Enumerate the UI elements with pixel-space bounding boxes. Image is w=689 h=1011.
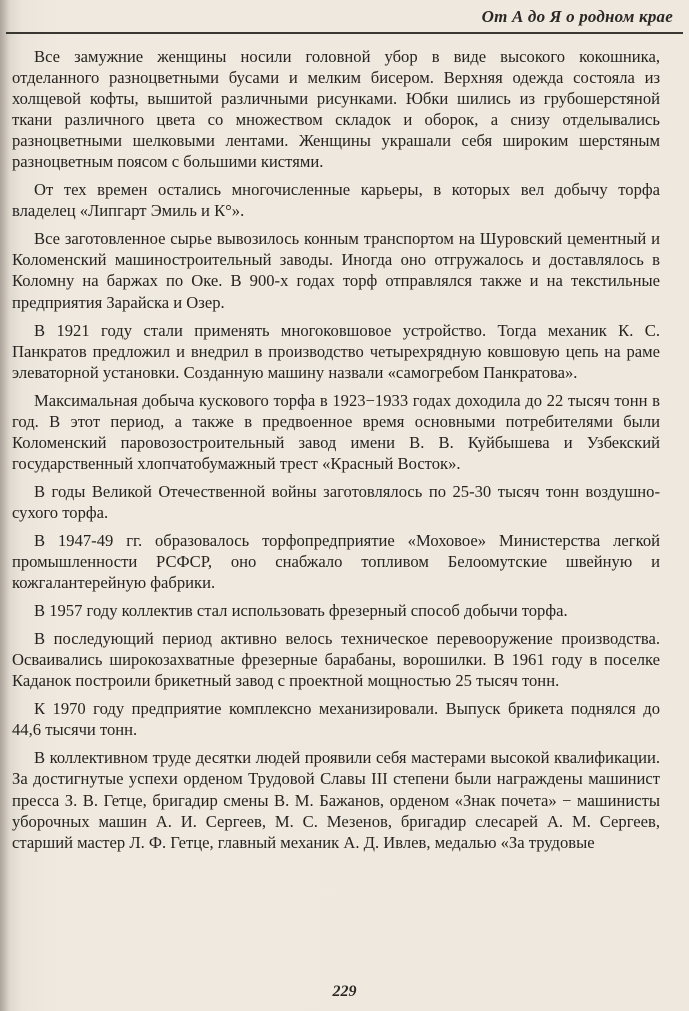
running-head-title: От А до Я о родном крае [481, 7, 673, 26]
body-text [12, 46, 660, 860]
page-number: 229 [332, 983, 357, 1000]
paragraph: В последующий период активно велось техническое перевооружение производства. Осваивались широкозахватные фрезерные барабаны, ворошилки. В 1961 году в поселке Каданок построили брикетный завод с проектной мощностью 25 тысяч тонн. [12, 629, 660, 691]
paragraph: Максимальная добыча кускового торфа в 1923−1933 годах доходила до 22 тысяч тонн в год. В этот период, а также в предвоенное время основными потребителями были Коломенский паровозостроительный завод имени В. В. Куйбышева и Узбекский государственный хлопчатобумажный трест «Красный Восток». [12, 390, 660, 473]
paragraph: В годы Великой Отечественной войны заготовлялось по 25-30 тысяч тонн воздушно-сухого торфа. [12, 481, 660, 522]
paragraph: В 1921 году стали применять многоковшовое устройство. Тогда механик К. С. Панкратов предложил и внедрил в производство четырехрядную ковшовую цепь на раме элеваторной установки. Созданную машину назвали «самогребом Панкратова». [12, 320, 660, 382]
paragraph: В коллективном труде десятки людей проявили себя мастерами высокой квалификации. За достигнутые успехи орденом Трудовой Славы III степени были награждены машинист пресса З. В. Гетце, бригадир смены В. М. Бажанов, орденом «Знак почета» − машинисты уборочных машин А. И. Сергеев, М. С. Мезенов, бригадир слесарей А. М. Сергеев, старший мастер Л. Ф. Гетце, главный механик А. Д. Ивлев, медалью «За трудовые [12, 748, 660, 852]
paragraph: В 1957 году коллектив стал использовать фрезерный способ добычи торфа. [34, 601, 568, 621]
paragraph: Все заготовленное сырье вывозилось конным транспортом на Шуровский цементный и Коломенский машиностроительный заводы. Иногда оно отгружалось и доставлялось в Коломну на баржах по Оке. В 900-х годах торф отправлялся также и на текстильные предприятия Зарайска и Озер. [12, 229, 660, 312]
paragraph: К 1970 году предприятие комплексно механизировали. Выпуск брикета поднялся до 44,6 тысячи тонн. [12, 699, 660, 740]
paragraph: Все замужние женщины носили головной убор в виде высокого кокошника, отделанного разноцветными бусами и мелким бисером. Верхняя одежда состояла из холщевой кофты, вышитой различными рисунками. Юбки шились из грубошерстяной ткани различного цвета со множеством складок и оборок, а снизу отделывались разноцветными шелковыми лентами. Женщины украшали себя широким шерстяным разноцветным поясом с большими кистями. [12, 47, 660, 172]
paragraph: В 1947-49 гг. образовалось торфопредприятие «Моховое» Министерства легкой промышленности РСФСР, оно снабжало топливом Белоомутские швейную и кожгалантерейную фабрики. [12, 530, 660, 593]
paragraph: От тех времен остались многочисленные карьеры, в которых вел добычу торфа владелец «Липгарт Эмиль и К°». [12, 180, 660, 221]
running-head [6, 0, 683, 34]
spine-shadow [0, 0, 10, 1011]
